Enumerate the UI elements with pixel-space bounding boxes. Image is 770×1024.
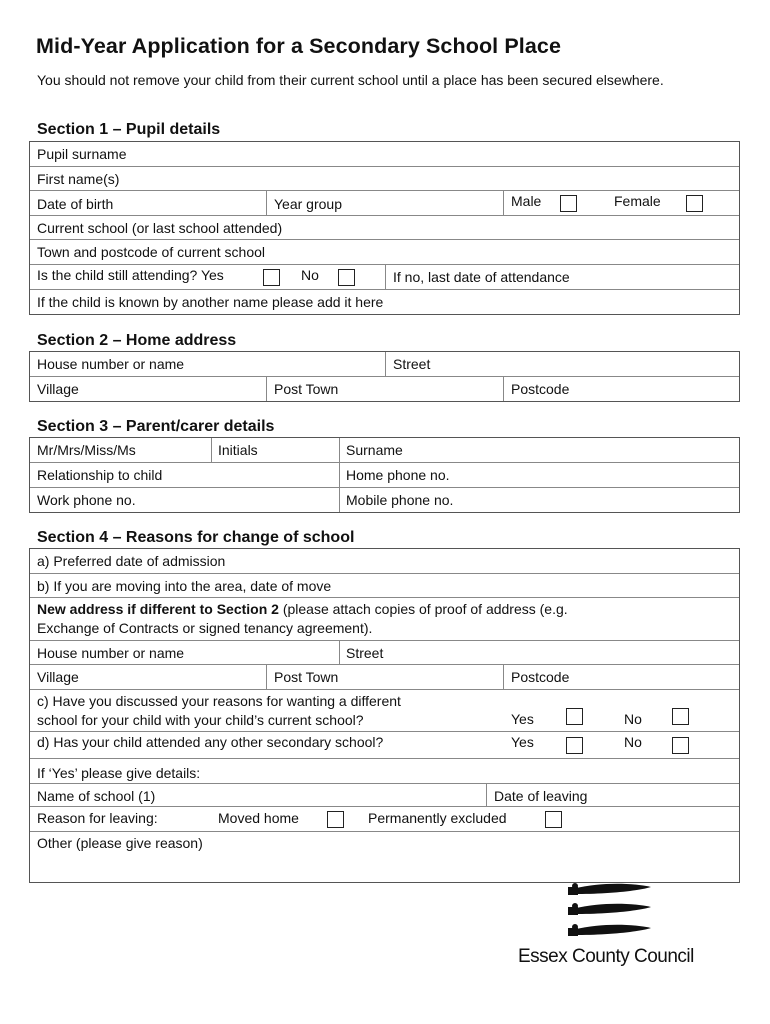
initials-label[interactable]: Initials <box>218 442 258 458</box>
year-group-label[interactable]: Year group <box>274 196 342 212</box>
school-name-row <box>30 784 739 807</box>
dob-row <box>30 191 739 216</box>
post-town-label[interactable]: Post Town <box>274 381 339 397</box>
question-c-no-checkbox[interactable] <box>672 708 689 725</box>
section3-table <box>29 437 740 513</box>
moving-date-row[interactable] <box>30 574 739 598</box>
new-address-heading: New address if different to Section 2 <box>37 601 279 617</box>
date-of-leaving-label[interactable]: Date of leaving <box>494 788 588 804</box>
intro-text: You should not remove your child from their current school until a place has been secured elsewhere. <box>37 72 664 88</box>
moving-date-label: b) If you are moving into the area, date of move <box>37 578 332 594</box>
first-names-row[interactable] <box>30 167 739 191</box>
new-street-label[interactable]: Street <box>346 645 384 661</box>
section2-table <box>29 351 740 402</box>
page-title: Mid-Year Application for a Secondary School Place <box>36 34 562 58</box>
still-attending-row <box>30 265 739 290</box>
question-c-line2: school for your child with your child’s current school? <box>37 712 364 728</box>
question-c-text <box>37 692 401 730</box>
if-yes-label: If ‘Yes’ please give details: <box>37 765 201 781</box>
question-d-yes-label: Yes <box>511 734 534 750</box>
pupil-surname-row[interactable] <box>30 142 739 167</box>
other-reason-row[interactable] <box>30 832 739 880</box>
new-address-instruction-line2: Exchange of Contracts or signed tenancy agreement). <box>37 620 373 636</box>
seaxes-emblem-icon <box>518 878 658 953</box>
other-name-label: If the child is known by another name please add it here <box>37 294 384 310</box>
still-attending-label: Is the child still attending? Yes <box>37 267 224 283</box>
name-of-school-label[interactable]: Name of school (1) <box>37 788 156 804</box>
mobile-phone-label[interactable]: Mobile phone no. <box>346 492 454 508</box>
town-postcode-row[interactable] <box>30 240 739 265</box>
new-address-row <box>30 598 739 641</box>
reason-for-leaving-label: Reason for leaving: <box>37 810 158 826</box>
perm-excluded-checkbox[interactable] <box>545 811 562 828</box>
other-reason-label: Other (please give reason) <box>37 835 203 851</box>
perm-excluded-label: Permanently excluded <box>368 810 507 826</box>
relationship-label[interactable]: Relationship to child <box>37 467 163 483</box>
pupil-surname-label: Pupil surname <box>37 146 127 162</box>
preferred-date-row[interactable] <box>30 549 739 574</box>
question-c-yes-checkbox[interactable] <box>566 708 583 725</box>
title-label[interactable]: Mr/Mrs/Miss/Ms <box>37 442 136 458</box>
street-label[interactable]: Street <box>393 356 431 372</box>
male-label: Male <box>511 193 542 209</box>
new-post-town-label[interactable]: Post Town <box>274 669 339 685</box>
new-village-label[interactable]: Village <box>37 669 79 685</box>
new-postcode-label[interactable]: Postcode <box>511 669 570 685</box>
question-d-no-label: No <box>624 734 642 750</box>
question-c-line1: c) Have you discussed your reasons for wanting a different <box>37 693 401 709</box>
first-names-label: First name(s) <box>37 171 120 187</box>
still-attending-no-checkbox[interactable] <box>338 269 355 286</box>
home-phone-label[interactable]: Home phone no. <box>346 467 450 483</box>
surname-label[interactable]: Surname <box>346 442 403 458</box>
section3-heading: Section 3 – Parent/carer details <box>37 418 275 435</box>
village-label[interactable]: Village <box>37 381 79 397</box>
section1-table <box>29 141 740 315</box>
question-c-row <box>30 690 739 732</box>
female-checkbox[interactable] <box>686 195 703 212</box>
work-phone-label[interactable]: Work phone no. <box>37 492 136 508</box>
parent-phone-row-2 <box>30 488 739 512</box>
question-d-no-checkbox[interactable] <box>672 737 689 754</box>
new-address-row-1 <box>30 641 739 665</box>
section4-heading: Section 4 – Reasons for change of school <box>37 529 355 546</box>
still-attending-no-label: No <box>301 267 319 283</box>
question-d-row <box>30 732 739 759</box>
address-row-2 <box>30 377 739 401</box>
preferred-date-label: a) Preferred date of admission <box>37 553 226 569</box>
new-address-row-2 <box>30 665 739 690</box>
town-postcode-label: Town and postcode of current school <box>37 244 266 260</box>
still-attending-yes-checkbox[interactable] <box>263 269 280 286</box>
female-label: Female <box>614 193 661 209</box>
question-d-text: d) Has your child attended any other secondary school? <box>37 734 384 750</box>
section1-heading: Section 1 – Pupil details <box>37 121 221 138</box>
section4-table <box>29 548 740 883</box>
date-of-birth-label[interactable]: Date of birth <box>37 196 114 212</box>
postcode-label[interactable]: Postcode <box>511 381 570 397</box>
new-address-instruction: (please attach copies of proof of address (e.g. <box>278 601 568 617</box>
male-checkbox[interactable] <box>560 195 577 212</box>
moved-home-label: Moved home <box>218 810 299 826</box>
other-name-row[interactable] <box>30 290 739 314</box>
council-logo-text: Essex County Council <box>518 946 694 967</box>
parent-phone-row-1 <box>30 463 739 488</box>
current-school-label: Current school (or last school attended) <box>37 220 283 236</box>
section2-heading: Section 2 – Home address <box>37 332 237 349</box>
last-date-label[interactable]: If no, last date of attendance <box>393 269 570 285</box>
parent-name-row <box>30 438 739 463</box>
current-school-row[interactable] <box>30 216 739 240</box>
if-yes-row <box>30 759 739 784</box>
reason-for-leaving-row <box>30 807 739 832</box>
new-address-note <box>37 600 568 638</box>
house-label[interactable]: House number or name <box>37 356 185 372</box>
address-row-1 <box>30 352 739 377</box>
question-c-yes-label: Yes <box>511 711 534 727</box>
question-d-yes-checkbox[interactable] <box>566 737 583 754</box>
question-c-no-label: No <box>624 711 642 727</box>
moved-home-checkbox[interactable] <box>327 811 344 828</box>
new-house-label[interactable]: House number or name <box>37 645 185 661</box>
